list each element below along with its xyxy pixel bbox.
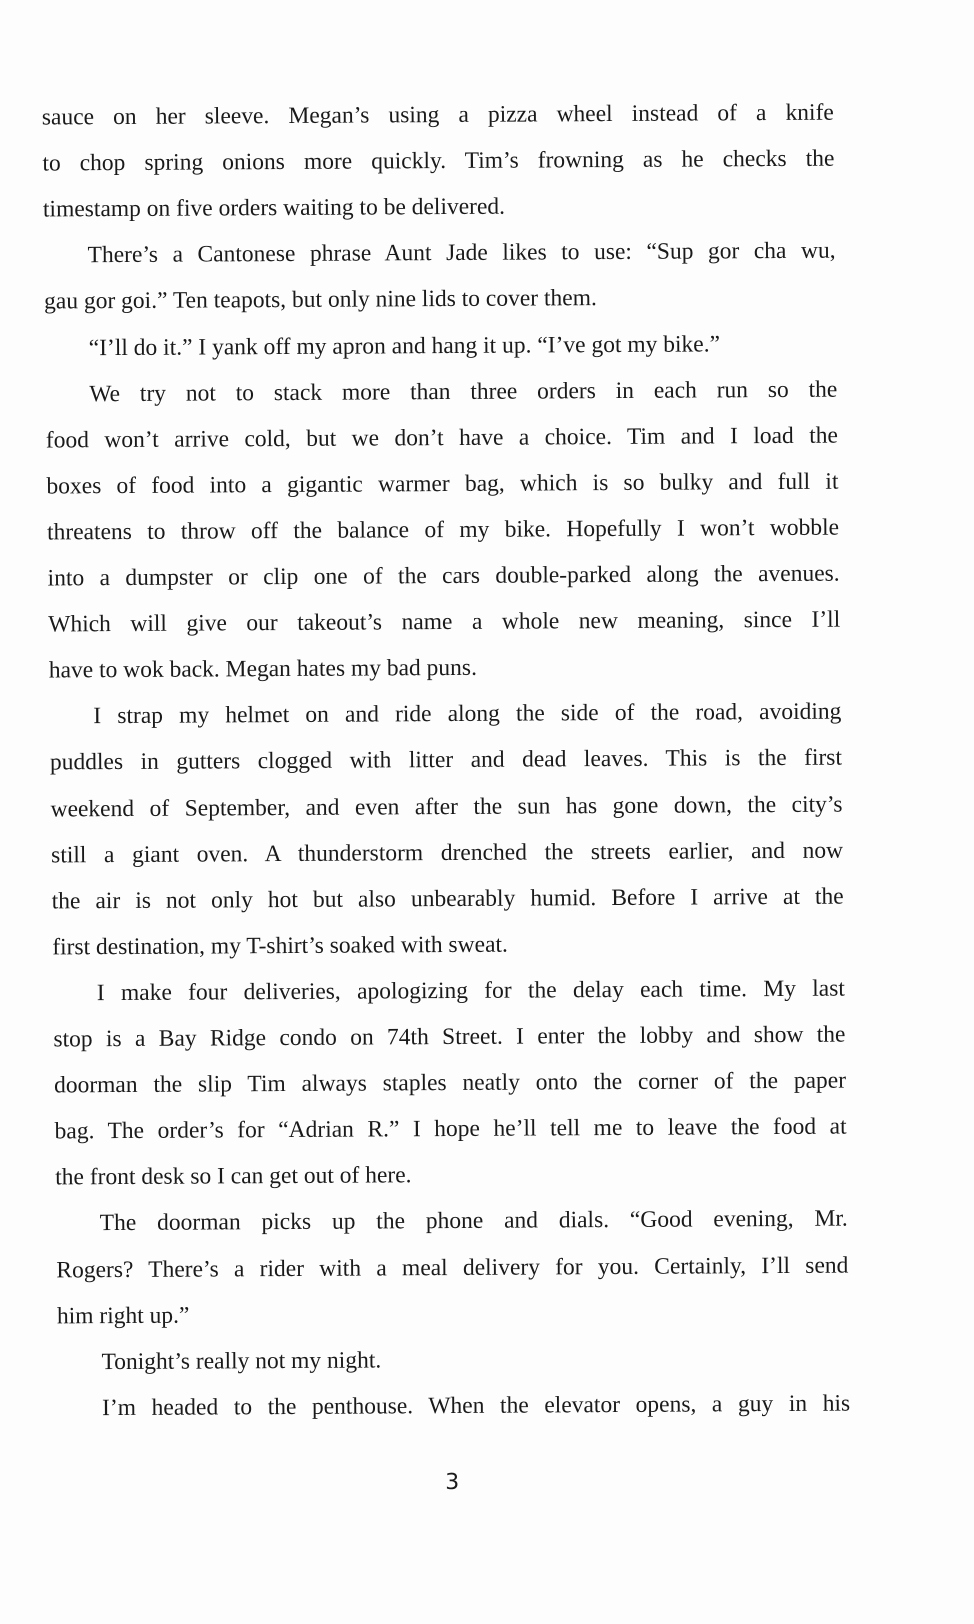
text-line: puddles in gutters clogged with litter and dead leaves. This is the first bbox=[49, 744, 843, 776]
text-line: Rogers? There’s a rider with a meal delivery for you. Certainly, I’ll send bbox=[56, 1252, 849, 1283]
text-line: There’s a Cantonese phrase Aunt Jade likes to use: “Sup gor cha wu, bbox=[87, 237, 836, 269]
text-line: The doorman picks up the phone and dials. “Good evening, Mr. bbox=[99, 1205, 848, 1237]
text-line: I strap my helmet on and ride along the side of the road, avoiding bbox=[93, 698, 842, 730]
text-line: food won’t arrive cold, but we don’t have a choice. Tim and I load the bbox=[45, 422, 838, 454]
text-line: still a giant oven. A thunderstorm drenched the streets earlier, and now bbox=[51, 837, 844, 869]
text-line: the front desk so I can get out of here. bbox=[55, 1162, 412, 1191]
text-line: him right up.” bbox=[56, 1302, 190, 1330]
text-line: boxes of food into a gigantic warmer bag, which is so bulky and full it bbox=[46, 468, 839, 500]
text-line: timestamp on five orders waiting to be delivered. bbox=[42, 193, 506, 223]
text-line: bag. The order’s for “Adrian R.” I hope he’ll tell me to leave the food at bbox=[54, 1113, 847, 1145]
text-line: sauce on her sleeve. Megan’s using a pizza wheel instead of a knife bbox=[41, 99, 834, 131]
text-line: I’m headed to the penthouse. When the elevator opens, a guy in his bbox=[102, 1390, 851, 1421]
text-line: to chop spring onions more quickly. Tim’s frowning as he checks the bbox=[42, 145, 835, 177]
text-line: Which will give our takeout’s name a whole new meaning, since I’ll bbox=[48, 606, 841, 638]
text-line: “I’ll do it.” I yank off my apron and hang it up. “I’ve got my bike.” bbox=[88, 330, 721, 361]
text-line: We try not to stack more than three orders in each run so the bbox=[89, 376, 838, 407]
text-line: Tonight’s really not my night. bbox=[101, 1347, 382, 1375]
text-line: into a dumpster or clip one of the cars double-parked along the avenues. bbox=[47, 560, 840, 592]
text-line: have to wok back. Megan hates my bad puns. bbox=[48, 655, 477, 684]
text-line: doorman the slip Tim always staples neatly onto the corner of the paper bbox=[53, 1067, 847, 1099]
text-line: the air is not only hot but also unbearably humid. Before I arrive at the bbox=[51, 883, 844, 915]
text-line: stop is a Bay Ridge condo on 74th Street. I enter the lobby and show the bbox=[53, 1021, 846, 1053]
text-line: threatens to throw off the balance of my bike. Hopefully I won’t wobble bbox=[46, 514, 840, 546]
text-line: weekend of September, and even after the sun has gone down, the city’s bbox=[50, 791, 843, 822]
text-line: gau gor goi.” Ten teapots, but only nine lids to cover them. bbox=[44, 285, 597, 315]
page-number: 3 bbox=[445, 1469, 460, 1496]
text-line: first destination, my T-shirt’s soaked with sweat. bbox=[52, 931, 508, 961]
text-line: I make four deliveries, apologizing for the delay each time. My last bbox=[96, 975, 845, 1007]
